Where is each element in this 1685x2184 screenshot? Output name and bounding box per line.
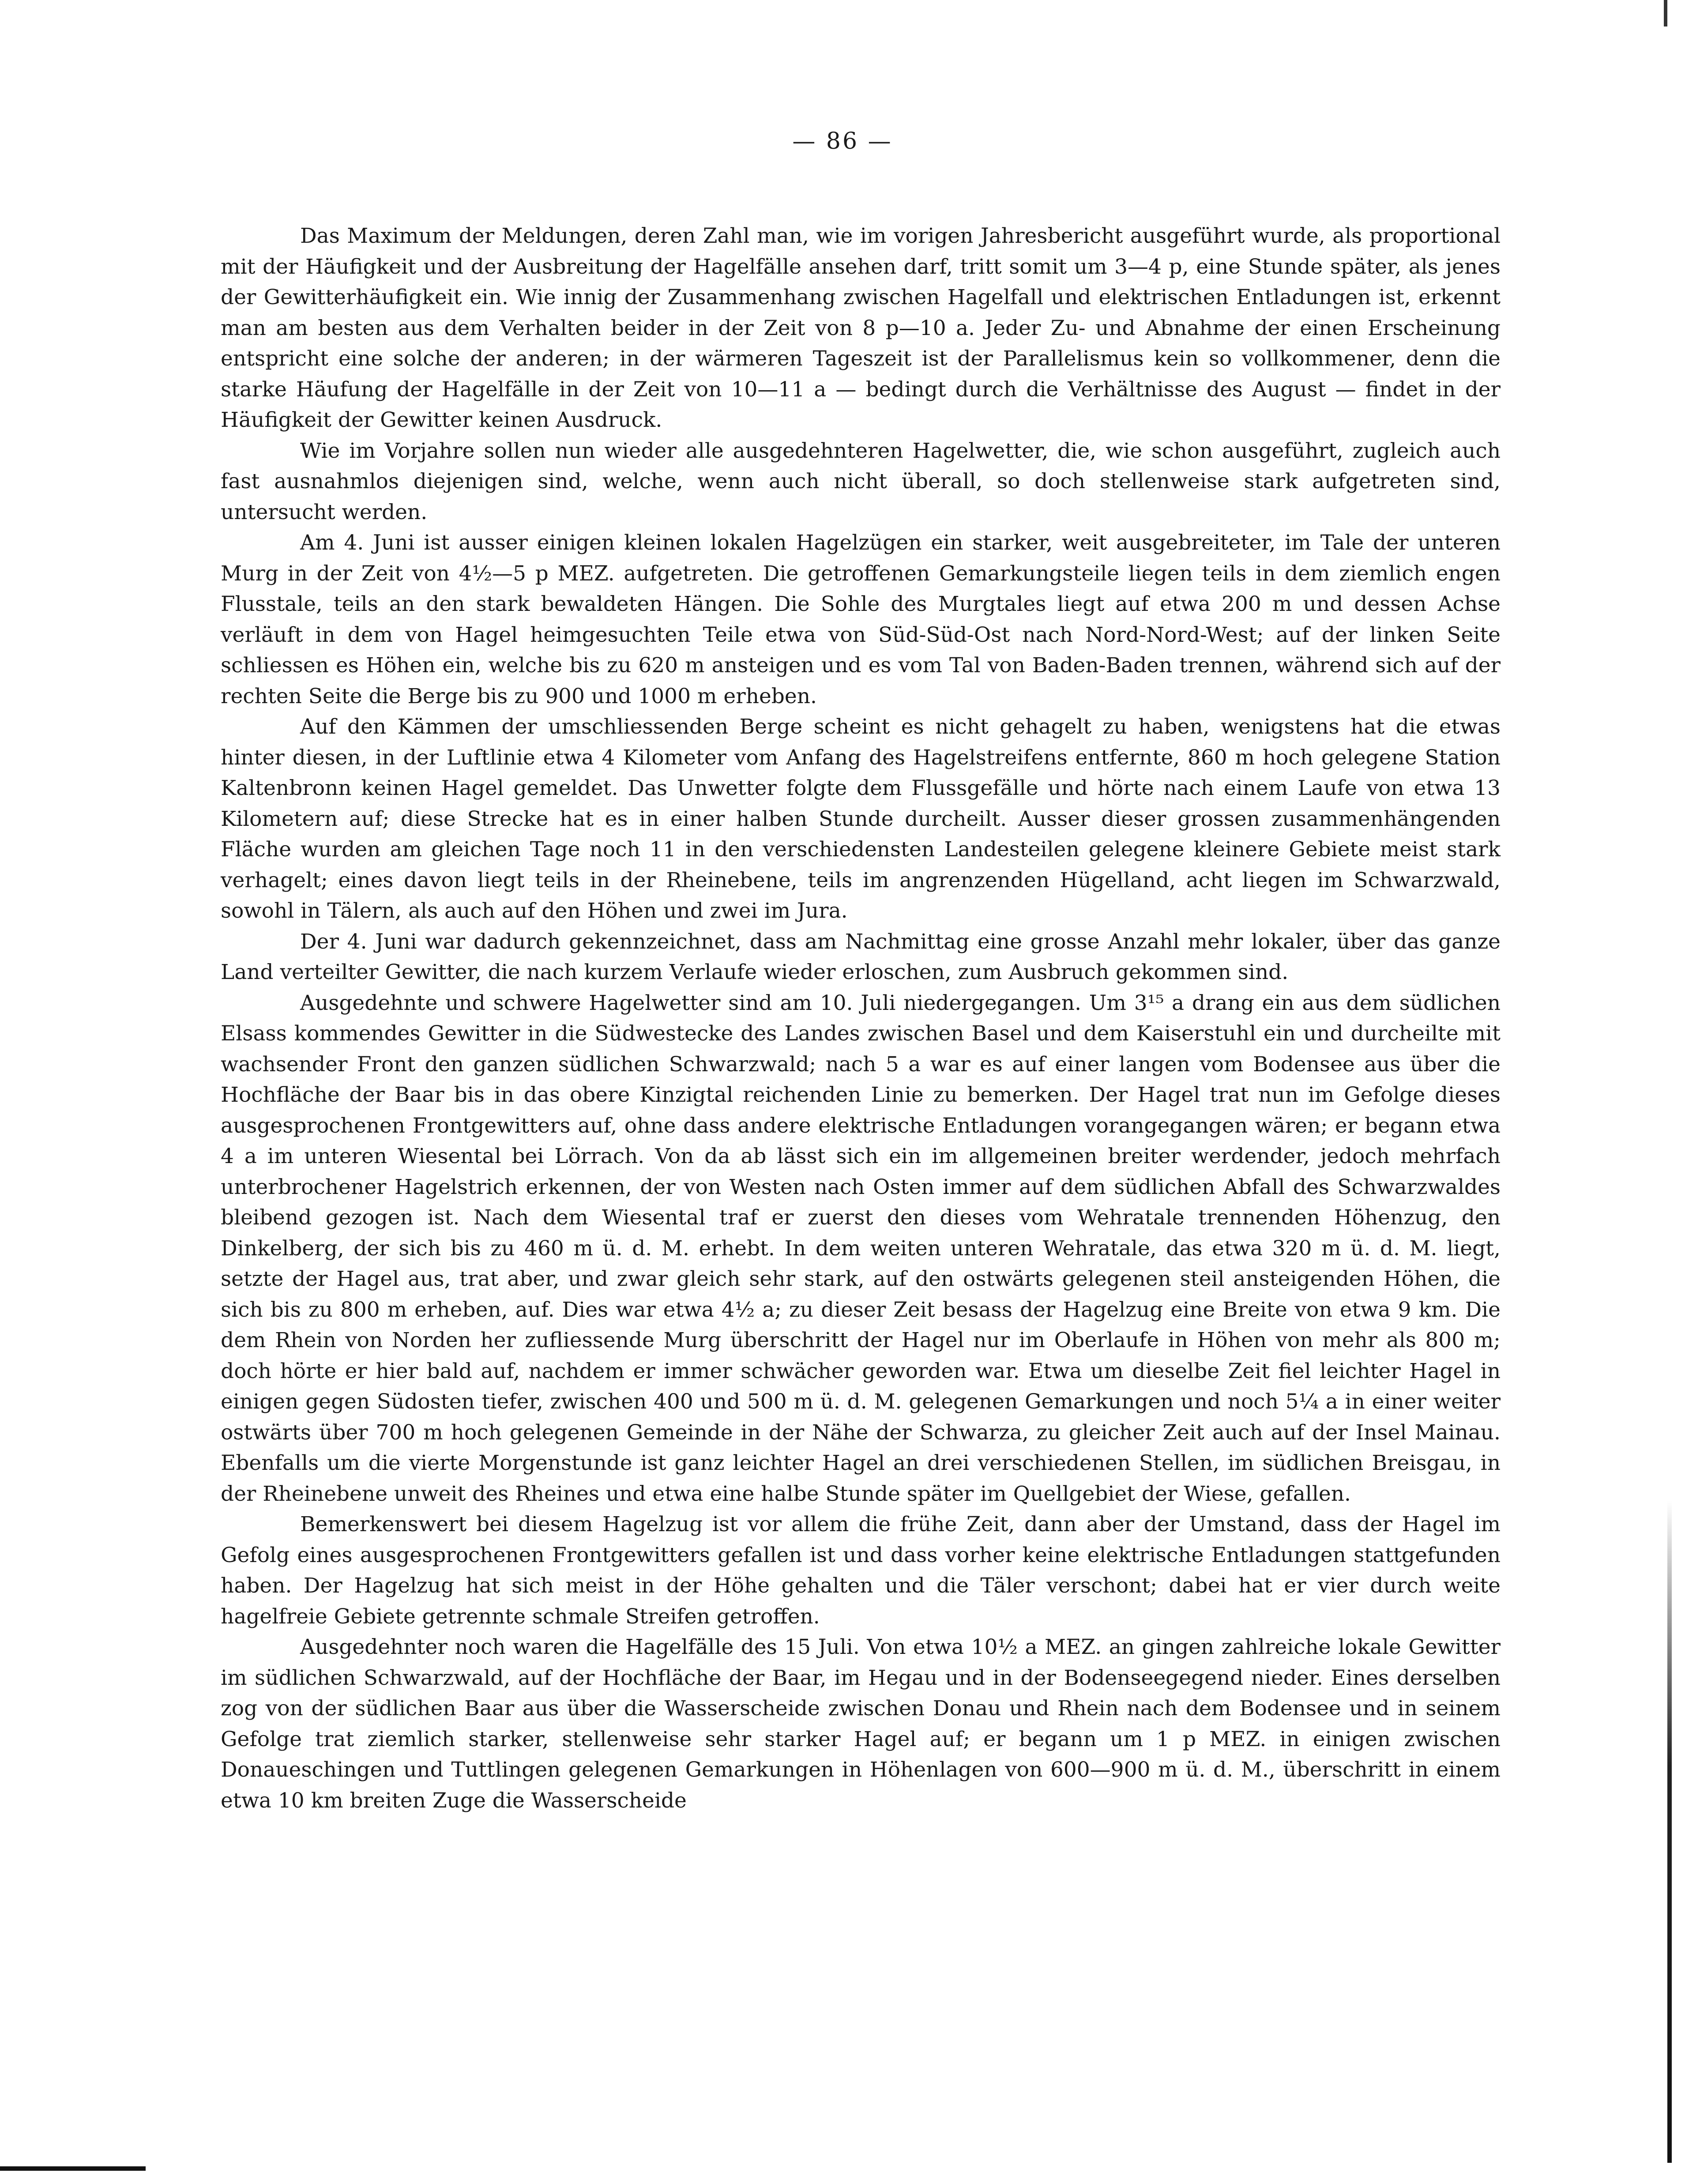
paragraph: Das Maximum der Meldungen, deren Zahl man, wie im vorigen Jahresbericht ausgeführt wurde, als proportional mit der Häufigkeit und der Ausbreitung der Hagelfälle ansehen darf, tritt somit um 3—4 p, eine Stunde später, als jenes der Gewitterhäufigkeit ein. Wie innig der Zusammenhang zwischen Hagelfall und elektrischen Entladungen ist, erkennt man am besten aus dem Verhalten beider in der Zeit von 8 p—10 a. Jeder Zu- und Abnahme der einen Erscheinung entspricht eine solche der anderen; in der wärmeren Tageszeit ist der Parallelismus kein so vollkommener, denn die starke Häufung der Hagelfälle in der Zeit von 10—11 a — bedingt durch die Verhältnisse des August — findet in der Häufigkeit der Gewitter keinen Ausdruck.	[221, 224, 1501, 432]
paragraph: Der 4. Juni war dadurch gekennzeichnet, dass am Nachmittag eine grosse Anzahl mehr lokaler, über das ganze Land verteilter Gewitter, die nach kurzem Verlaufe wieder erloschen, zum Ausbruch gekommen sind.	[221, 929, 1501, 984]
paragraph: Am 4. Juni ist ausser einigen kleinen lokalen Hagelzügen ein starker, weit ausgebreiteter, im Tale der unteren Murg in der Zeit von 4½—5 p MEZ. aufgetreten. Die getroffenen Gemarkungsteile liegen teils in dem ziemlich engen Flusstale, teils an den stark bewaldeten Hängen. Die Sohle des Murgtales liegt auf etwa 200 m und dessen Achse verläuft in dem von Hagel heimgesuchten Teile etwa von Süd-Süd-Ost nach Nord-Nord-West; auf der linken Seite schliessen es Höhen ein, welche bis zu 620 m ansteigen und es vom Tal von Baden-Baden trennen, während sich auf der rechten Seite die Berge bis zu 900 und 1000 m erheben.	[221, 531, 1501, 708]
paragraph: Wie im Vorjahre sollen nun wieder alle ausgedehnteren Hagelwetter, die, wie schon ausgeführt, zugleich auch fast ausnahmlos diejenigen sind, welche, wenn auch nicht überall, so doch stellenweise stark aufgetreten sind, untersucht werden.	[221, 438, 1501, 524]
document-body	[221, 221, 1501, 1816]
page-number: — 86 —	[792, 128, 893, 154]
paragraph: Ausgedehnte und schwere Hagelwetter sind am 10. Juli niedergegangen. Um 3¹⁵ a drang ein aus dem südlichen Elsass kommendes Gewitter in die Südwestecke des Landes zwischen Basel und dem Kaiserstuhl ein und durcheilte mit wachsender Front den ganzen südlichen Schwarzwald; nach 5 a war es auf einer langen vom Bodensee aus über die Hochfläche der Baar bis in das obere Kinzigtal reichenden Linie zu bemerken. Der Hagel trat nun im Gefolge dieses ausgesprochenen Frontgewitters auf, ohne dass andere elektrische Entladungen vorangegangen wären; er begann etwa 4 a im unteren Wiesental bei Lörrach. Von da ab lässt sich ein im allgemeinen breiter werdender, jedoch mehrfach unterbrochener Hagelstrich erkennen, der von Westen nach Osten immer auf dem südlichen Abfall des Schwarzwaldes bleibend gezogen ist. Nach dem Wiesental traf er zuerst den dieses vom Wehratale trennenden Höhenzug, den Dinkelberg, der sich bis zu 460 m ü. d. M. erhebt. In dem weiten unteren Wehratale, das etwa 320 m ü. d. M. liegt, setzte der Hagel aus, trat aber, und zwar gleich sehr stark, auf den ostwärts gelegenen steil ansteigenden Höhen, die sich bis zu 800 m erheben, auf. Dies war etwa 4½ a; zu dieser Zeit besass der Hagelzug eine Breite von etwa 9 km. Die dem Rhein von Norden her zufliessende Murg überschritt der Hagel nur im Oberlaufe in Höhen von mehr als 800 m; doch hörte er hier bald auf, nachdem er immer schwächer geworden war. Etwa um dieselbe Zeit fiel leichter Hagel in einigen gegen Südosten tiefer, zwischen 400 und 500 m ü. d. M. gelegenen Gemarkungen und noch 5¼ a in einer weiter ostwärts über 700 m hoch gelegenen Gemeinde in der Nähe der Schwarza, zu gleicher Zeit auch auf der Insel Mainau. Ebenfalls um die vierte Morgenstunde ist ganz leichter Hagel an drei verschiedenen Stellen, im südlichen Breisgau, in der Rheinebene unweit des Rheines und etwa eine halbe Stunde später im Quellgebiet der Wiese, gefallen.	[221, 990, 1501, 1506]
scan-edge-mark	[1664, 0, 1667, 26]
paragraph: Auf den Kämmen der umschliessenden Berge scheint es nicht gehagelt zu haben, wenigstens hat die etwas hinter diesen, in der Luftlinie etwa 4 Kilometer vom Anfang des Hagelstreifens entfernte, 860 m hoch gelegene Station Kaltenbronn keinen Hagel gemeldet. Das Unwetter folgte dem Flussgefälle und hörte nach einem Laufe von etwa 13 Kilometern auf; diese Strecke hat es in einer halben Stunde durcheilt. Ausser dieser grossen zusammenhängenden Fläche wurden am gleichen Tage noch 11 in den verschiedensten Landesteilen gelegene kleinere Gebiete meist stark verhagelt; eines davon liegt teils in der Rheinebene, teils im angrenzenden Hügelland, acht liegen im Schwarzwald, sowohl in Tälern, als auch auf den Höhen und zwei im Jura.	[221, 715, 1501, 923]
scan-edge-shadow	[1667, 1501, 1672, 2163]
scan-edge-line	[0, 2166, 146, 2171]
paragraph: Ausgedehnter noch waren die Hagelfälle des 15 Juli. Von etwa 10½ a MEZ. an gingen zahlreiche lokale Gewitter im südlichen Schwarzwald, auf der Hochfläche der Baar, im Hegau und in der Bodenseegegend nieder. Eines derselben zog von der südlichen Baar aus über die Wasserscheide zwischen Donau und Rhein nach dem Bodensee und in seinem Gefolge trat ziemlich starker, stellenweise sehr starker Hagel auf; er begann um 1 p MEZ. in einigen zwischen Donaueschingen und Tuttlingen gelegenen Gemarkungen in Höhenlagen von 600—900 m ü. d. M., überschritt in einem etwa 10 km breiten Zuge die Wasserscheide	[221, 1635, 1501, 1813]
paragraph: Bemerkenswert bei diesem Hagelzug ist vor allem die frühe Zeit, dann aber der Umstand, dass der Hagel im Gefolg eines ausgesprochenen Frontgewitters gefallen ist und dass vorher keine elektrische Entladungen stattgefunden haben. Der Hagelzug hat sich meist in der Höhe gehalten und die Täler verschont; dabei hat er vier durch weite hagelfreie Gebiete getrennte schmale Streifen getroffen.	[221, 1512, 1501, 1629]
